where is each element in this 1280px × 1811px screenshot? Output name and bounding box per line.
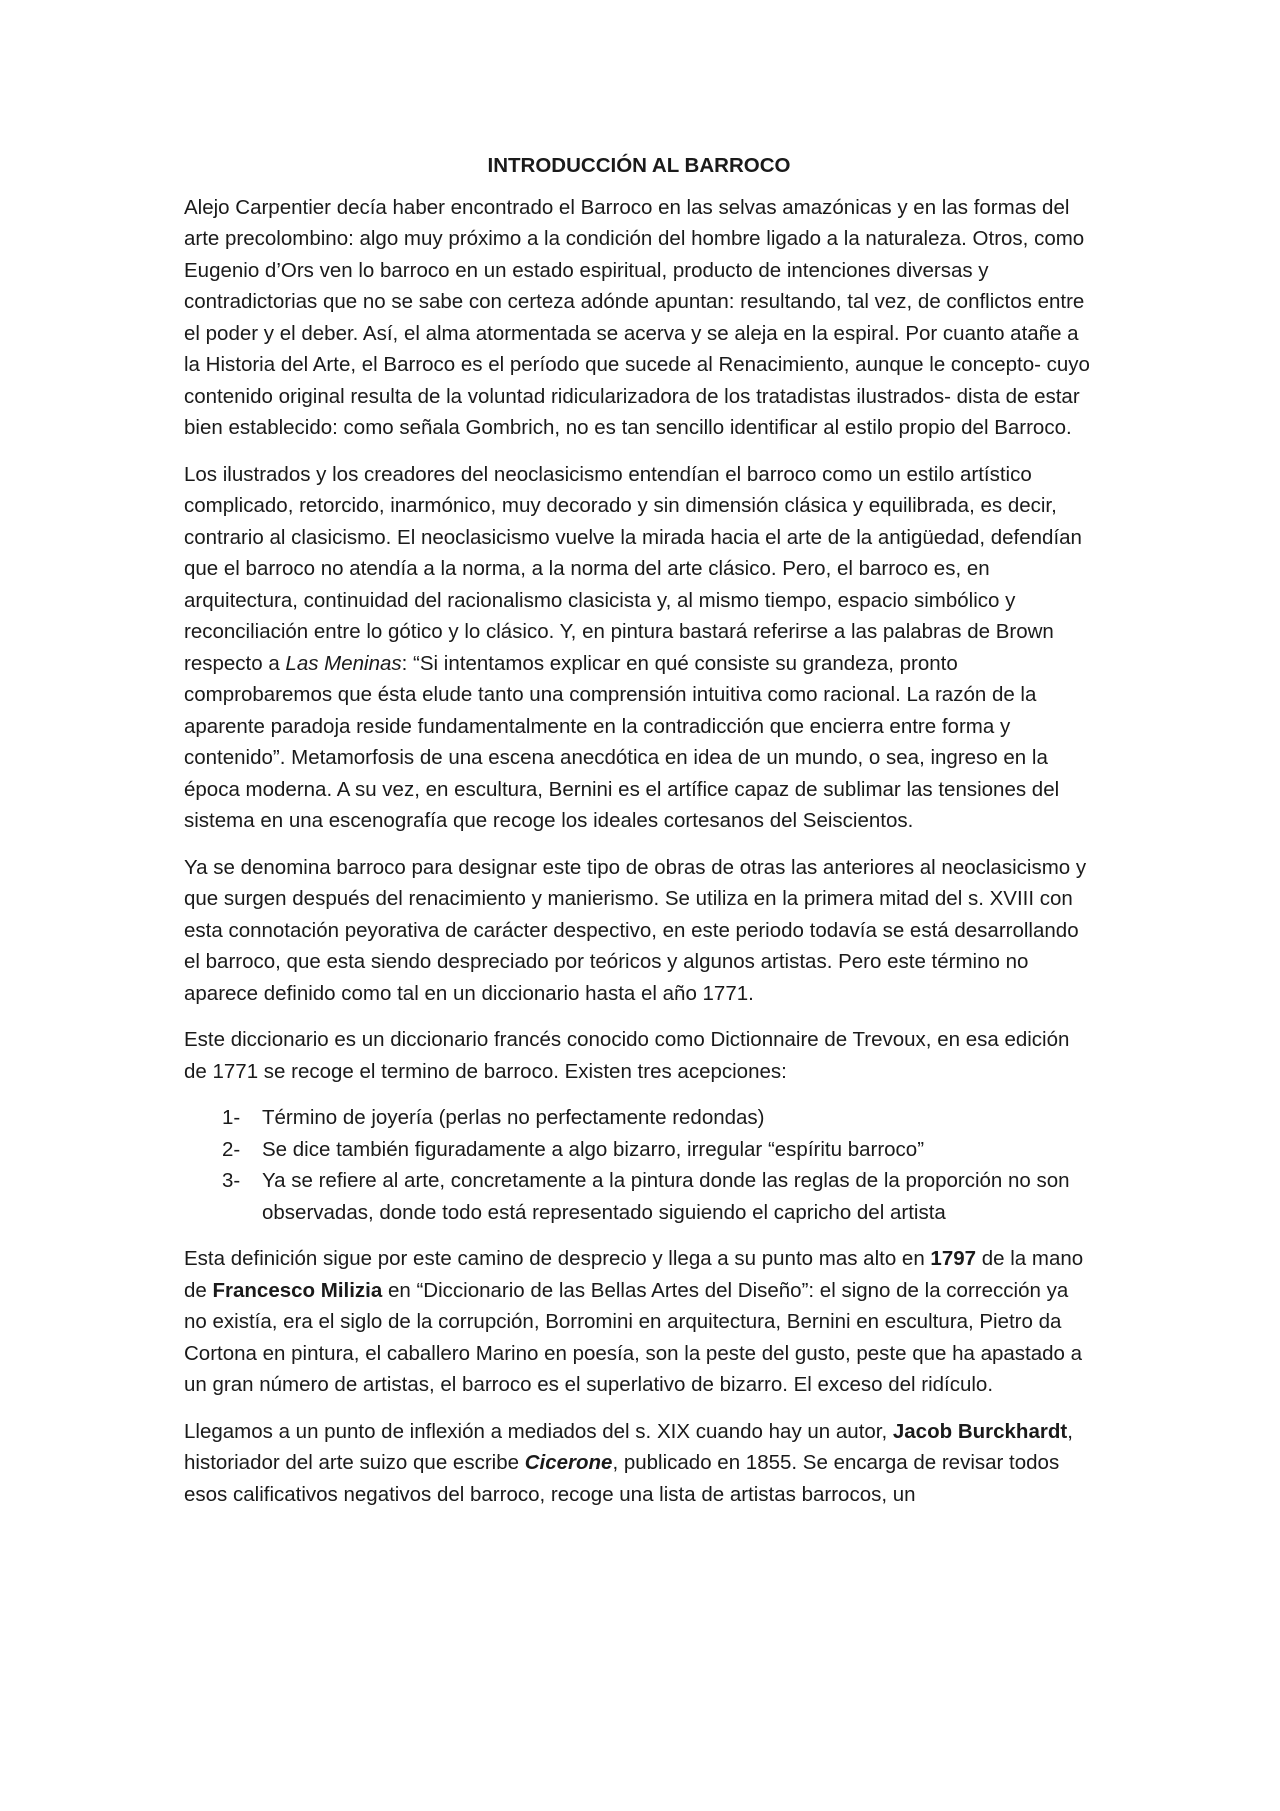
paragraph-5-bold-author: Francesco Milizia <box>212 1278 383 1302</box>
list-item-number: 3- <box>222 1169 241 1192</box>
document-title: INTRODUCCIÓN AL BARROCO <box>487 154 791 177</box>
paragraph-6-bold-italic-work <box>525 1451 613 1474</box>
paragraph-2-text-a: Los ilustrados y los creadores del neoclasicismo entendían el barroco como un estilo artístico complicado, retorcido, inarmónico, muy decorado y sin dimensión clásica y equilibrada, es decir, contrario al clasicismo. El neoclasicismo vuelve la mirada hacia el arte de la antigüedad, defendían que el barroco no atendía a la norma, a la norma del arte clásico. Pero, el barroco es, en arquitectura, continuidad del racionalismo clasicista y, al mismo tiempo, espacio simbólico y reconciliación entre lo gótico y lo clásico. Y, en pintura bastará referirse a las palabras de Brown respecto a <box>184 462 1082 675</box>
list-item-number: 2- <box>222 1137 241 1161</box>
paragraph-1: Alejo Carpentier decía haber encontrado el Barroco en las selvas amazónicas y en las formas del arte precolombino: algo muy próximo a la condición del hombre ligado a la naturaleza. Otros, como Eugenio d’Ors ven lo barroco en un estado espiritual, producto de intenciones diversas y contradictorias que no se sabe con certeza adónde apuntan: resultando, tal vez, de conflictos entre el poder y el deber. Así, el alma atormentada se acerva y se aleja en la espiral. Por cuanto atañe a la Historia del Arte, el Barroco es el período que sucede al Renacimiento, aunque le concepto- cuyo contenido original resulta de la voluntad ridicularizadora de los tratadistas ilustrados- dista de estar bien establecido: como señala Gombrich, no es tan sencillo identificar al estilo propio del Barroco. <box>184 195 1090 439</box>
list-item <box>184 1165 1094 1228</box>
document-body <box>184 150 1094 1525</box>
list-item-text: Ya se refiere al arte, concretamente a la pintura donde las reglas de la proporción no son observadas, donde todo está representado siguiendo el capricho del artista <box>262 1169 1070 1224</box>
paragraph-6-text-b: , historiador del arte suizo que escribe <box>184 1419 1073 1474</box>
paragraph-6-text-a: Llegamos a un punto de inflexión a mediados del s. XIX cuando hay un autor, <box>184 1419 893 1443</box>
paragraph-2-italic-title: Las Meninas <box>285 651 402 675</box>
paragraph-6-bold-author: Jacob Burckhardt <box>892 1419 1068 1443</box>
list-item-number: 1- <box>222 1106 241 1129</box>
paragraph-5-text-c: en “Diccionario de las Bellas Artes del Diseño”: el signo de la corrección ya no existía, era el siglo de la corrupción, Borromini en arquitectura, Bernini en escultura, Pietro da Cortona en pintura, el caballero Marino en poesía, son la peste del gusto, peste que ha apastado a un gran número de artistas, el barroco es el superlativo de bizarro. El exceso del ridículo. <box>184 1278 1083 1396</box>
list-item-text: Se dice también figuradamente a algo bizarro, irregular “espíritu barroco” <box>262 1137 925 1161</box>
paragraph-5 <box>184 1243 1094 1401</box>
paragraph-2-text-b: : “Si intentamos explicar en qué consiste su grandeza, pronto comprobaremos que ésta elude tanto una comprensión intuitiva como racional. La razón de la aparente paradoja reside fundamentalmente en la contradicción que encierra entre forma y contenido”. Metamorfosis de una escena anecdótica en idea de un mundo, o sea, ingreso en la época moderna. A su vez, en escultura, Bernini es el artífice capaz de sublimar las tensiones del sistema en una escenografía que recoge los ideales cortesanos del Seiscientos. <box>184 651 1060 832</box>
paragraph-2 <box>184 459 1094 837</box>
paragraph-6-text-c: , publicado en 1855. Se encarga de revisar todos esos calificativos negativos del barroco, recoge una lista de artistas barrocos, un <box>184 1451 1060 1506</box>
list-item <box>184 1102 1094 1134</box>
paragraph-4: Este diccionario es un diccionario francés conocido como Dictionnaire de Trevoux, en esa edición de 1771 se recoge el termino de barroco. Existen tres acepciones: <box>184 1028 1070 1083</box>
list-item-text: Término de joyería (perlas no perfectamente redondas) <box>262 1106 765 1129</box>
definitions-list <box>184 1102 1094 1228</box>
paragraph-5-text-b: de la mano de <box>184 1247 1084 1302</box>
paragraph-5-bold-year: 1797 <box>930 1247 977 1270</box>
paragraph-6 <box>184 1416 1094 1511</box>
list-item <box>184 1134 1094 1166</box>
paragraph-5-text-a: Esta definición sigue por este camino de desprecio y llega a su punto mas alto en <box>184 1247 931 1270</box>
paragraph-6-work-title: Cicerone <box>524 1451 613 1474</box>
paragraph-3: Ya se denomina barroco para designar este tipo de obras de otras las anteriores al neoclasicismo y que surgen después del renacimiento y manierismo. Se utiliza en la primera mitad del s. XVIII con esta connotación peyorativa de carácter despectivo, en este periodo todavía se está desarrollando el barroco, que esta siendo despreciado por teóricos y algunos artistas. Pero este término no aparece definido como tal en un diccionario hasta el año 1771. <box>184 855 1087 1005</box>
